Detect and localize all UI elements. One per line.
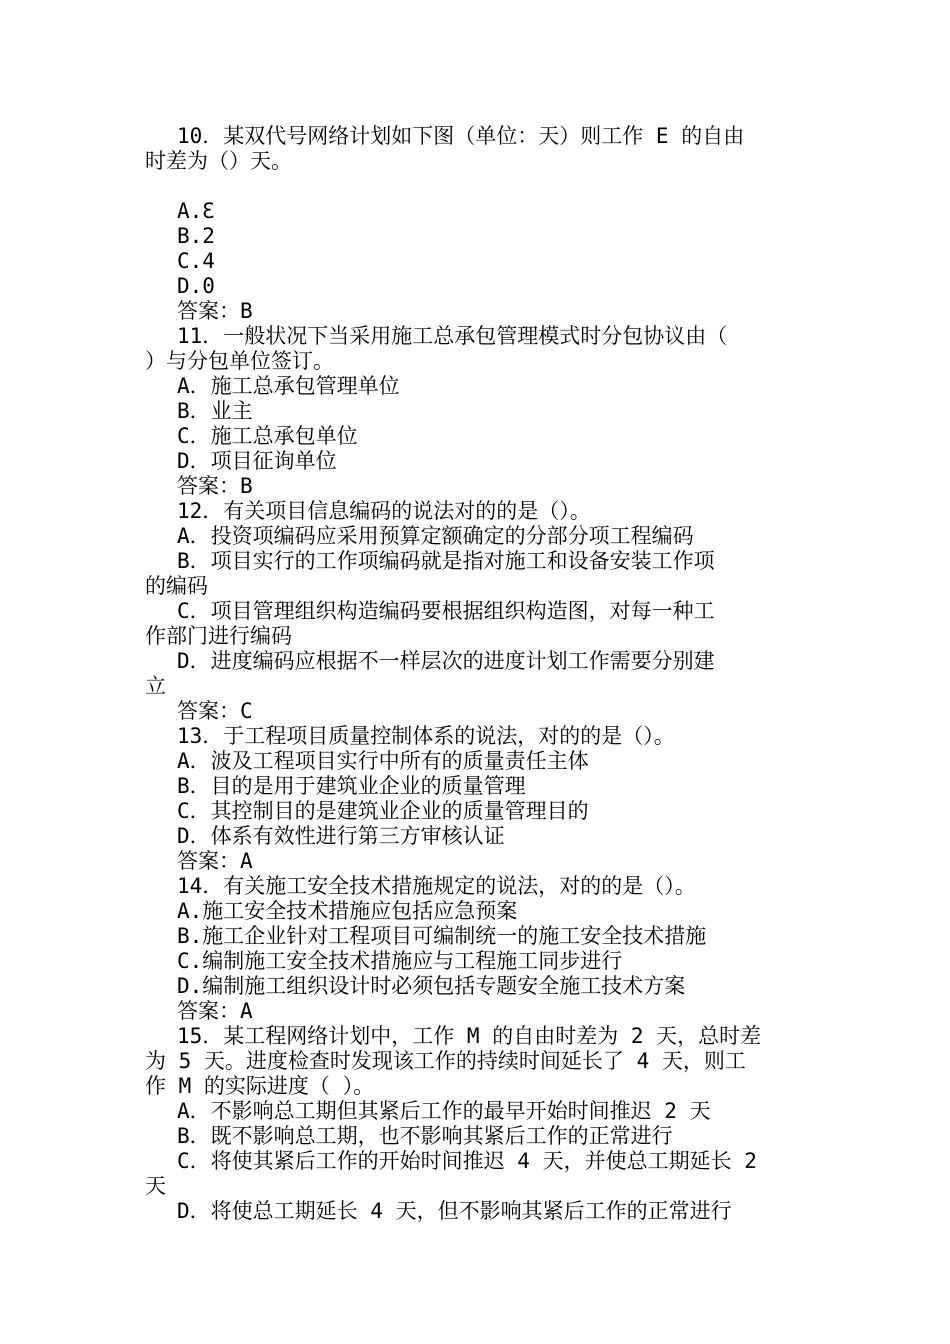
q12-option-d-line1: D．进度编码应根据不一样层次的进度计划工作需要分别建 [177,649,715,673]
q15-stem-line1: 15．某工程网络计划中，工作 M 的自由时差为 2 天，总时差 [177,1024,762,1048]
q13-stem: 13．于工程项目质量控制体系的说法，对的的是（）。 [177,724,675,748]
q15-stem-line3: 作 M 的实际进度（ ）。 [145,1074,375,1098]
q13-option-b: B．目的是用于建筑业企业的质量管理 [177,774,526,798]
q14-option-a: A.施工安全技术措施应包括应急预案 [177,899,518,923]
q15-stem-line2: 为 5 天。进度检查时发现该工作的持续时间延长了 4 天，则工 [145,1049,746,1073]
q12-option-b-line1: B．项目实行的工作项编码就是指对施工和设备安装工作项 [177,549,715,573]
q15-option-d: D．将使总工期延长 4 天，但不影响其紧后工作的正常进行 [177,1199,732,1223]
q10-stem-line2: 时差为（）天。 [145,149,292,173]
q15-option-c-line2: 天 [145,1174,166,1198]
q10-option-a: A.Ɛ [177,199,215,223]
q14-option-c: C.编制施工安全技术措施应与工程施工同步进行 [177,949,623,973]
q11-option-b: B．业主 [177,399,253,423]
q15-option-b: B．既不影响总工期，也不影响其紧后工作的正常进行 [177,1124,673,1148]
q11-stem-line1: 11．一般状况下当采用施工总承包管理模式时分包协议由（ [177,324,728,348]
q15-option-c-line1: C．将使其紧后工作的开始时间推迟 4 天，并使总工期延长 2 [177,1149,757,1173]
q12-option-d-line2: 立 [145,674,166,698]
q12-option-a: A．投资项编码应采用预算定额确定的分部分项工程编码 [177,524,694,548]
q11-option-d: D．项目征询单位 [177,449,337,473]
q13-option-c: C．其控制目的是建筑业企业的质量管理目的 [177,799,589,823]
q10-option-d: D.0 [177,274,215,298]
q15-option-a: A．不影响总工期但其紧后工作的最早开始时间推迟 2 天 [177,1099,711,1123]
q12-option-c-line1: C．项目管理组织构造编码要根据组织构造图，对每一种工 [177,599,715,623]
q12-stem: 12．有关项目信息编码的说法对的的是（）。 [177,499,591,523]
q10-option-b: B.2 [177,224,215,248]
q13-answer: 答案：A [177,849,253,873]
q11-answer: 答案：B [177,474,253,498]
q12-option-c-line2: 作部门进行编码 [145,624,292,648]
q11-stem-line2: ）与分包单位签订。 [145,349,334,373]
q10-answer: 答案：B [177,299,253,323]
q14-stem: 14．有关施工安全技术措施规定的说法，对的的是（）。 [177,874,696,898]
q10-option-c: C.4 [177,249,215,273]
q11-option-c: C．施工总承包单位 [177,424,358,448]
q14-option-b: B.施工企业针对工程项目可编制统一的施工安全技术措施 [177,924,707,948]
q12-answer: 答案：C [177,699,253,723]
q13-option-a: A．波及工程项目实行中所有的质量责任主体 [177,749,589,773]
q13-option-d: D．体系有效性进行第三方审核认证 [177,824,505,848]
q14-option-d: D.编制施工组织设计时必须包括专题安全施工技术方案 [177,974,686,998]
q10-stem-line1: 10．某双代号网络计划如下图（单位：天）则工作 E 的自由 [177,124,745,148]
q14-answer: 答案：A [177,999,253,1023]
q11-option-a: A．施工总承包管理单位 [177,374,400,398]
q12-option-b-line2: 的编码 [145,574,208,598]
